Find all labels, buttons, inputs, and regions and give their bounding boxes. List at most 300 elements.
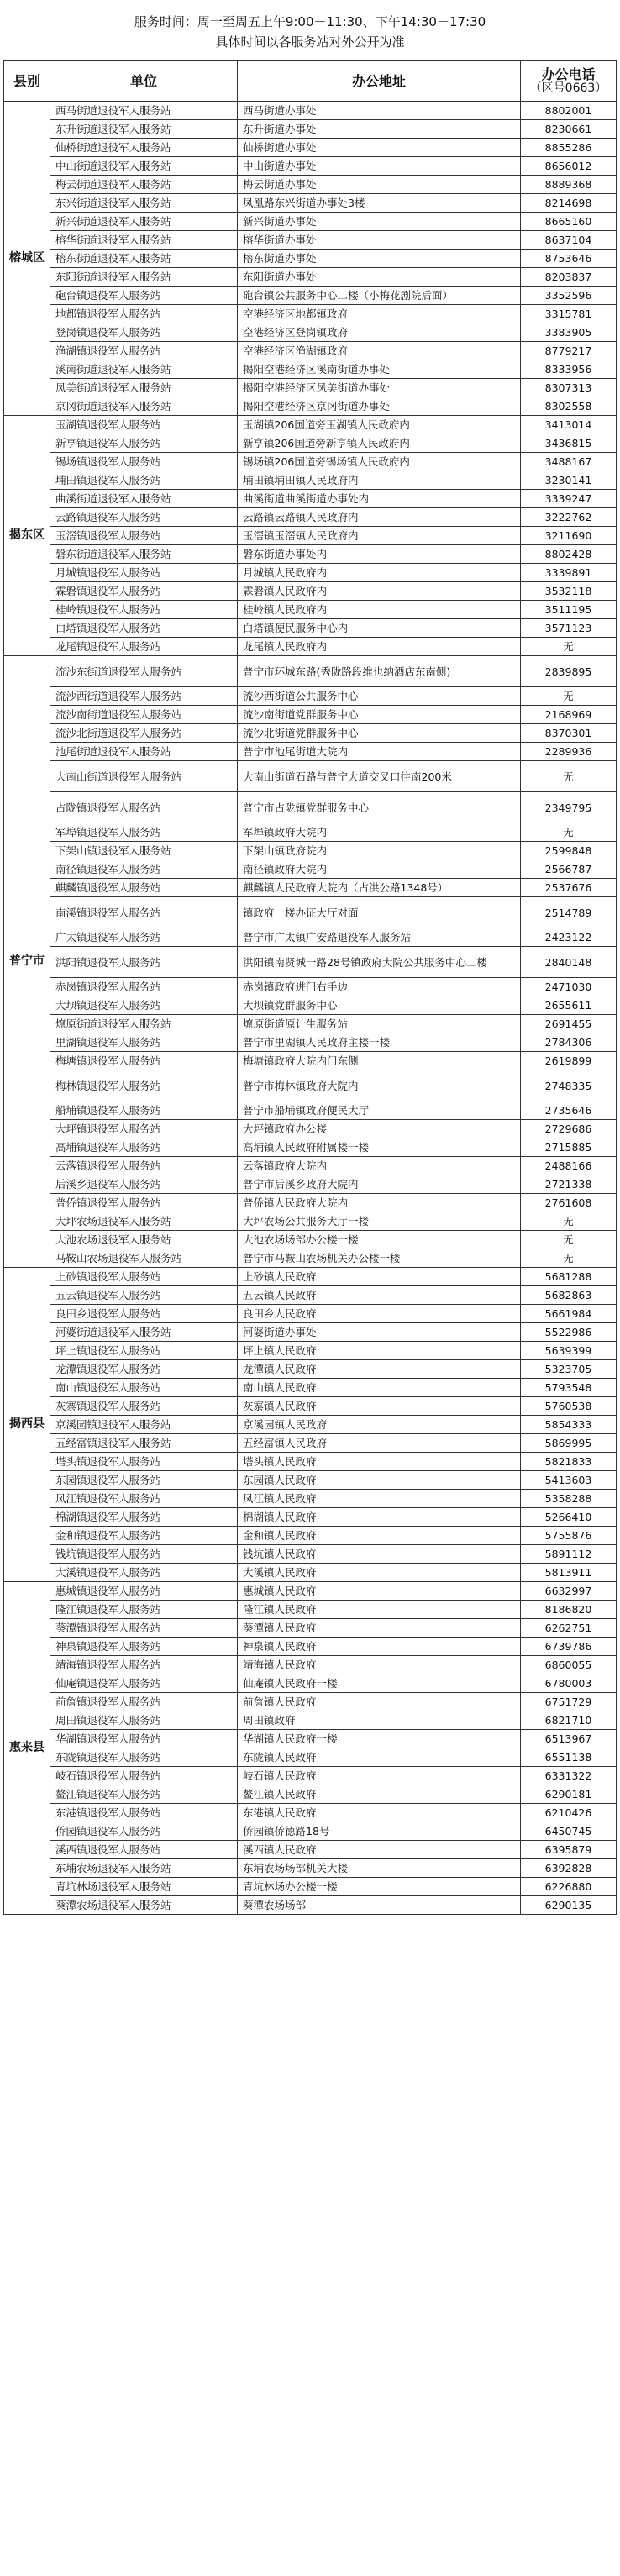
table-row [4,194,617,213]
phone-cell: 8637104 [521,231,617,250]
table-row [4,1138,617,1157]
table-row [4,1070,617,1101]
table-row [4,1416,617,1434]
unit-cell: 侨园镇退役军人服务站 [50,1822,238,1841]
unit-cell: 东兴街道退役军人服务站 [50,194,238,213]
table-row [4,1471,617,1490]
table-row [4,287,617,305]
phone-cell: 5681288 [521,1268,617,1286]
address-cell: 揭阳空港经济区凤美街道办事处 [238,379,521,397]
address-cell: 云路镇云路镇人民政府内 [238,508,521,527]
unit-cell: 五经富镇退役军人服务站 [50,1434,238,1453]
address-cell: 高埔镇人民政府附属楼一楼 [238,1138,521,1157]
address-cell: 普宁市占陇镇党群服务中心 [238,792,521,823]
table-row [4,1638,617,1656]
table-row [4,996,617,1015]
table-row [4,176,617,194]
address-cell: 新亨镇206国道旁新亨镇人民政府内 [238,434,521,453]
unit-cell: 广太镇退役军人服务站 [50,928,238,947]
phone-cell: 6751729 [521,1693,617,1711]
phone-cell: 8230661 [521,120,617,139]
phone-cell: 8186820 [521,1601,617,1619]
table-row [4,1015,617,1033]
unit-cell: 锡场镇退役军人服务站 [50,453,238,471]
address-cell: 流沙北街道党群服务中心 [238,724,521,743]
phone-cell: 6513967 [521,1730,617,1748]
phone-cell: 2691455 [521,1015,617,1033]
address-cell: 下架山镇政府院内 [238,842,521,860]
phone-cell: 5323705 [521,1360,617,1379]
unit-cell: 流沙北街道退役军人服务站 [50,724,238,743]
unit-cell: 东港镇退役军人服务站 [50,1804,238,1822]
address-cell: 凤凰路东兴街道办事处3楼 [238,194,521,213]
service-station-table [3,60,617,1915]
county-cell: 榕城区 [4,102,50,416]
address-cell: 龙尾镇人民政府内 [238,638,521,656]
address-cell: 灰寨镇人民政府 [238,1397,521,1416]
address-cell: 白塔镇便民服务中心内 [238,619,521,638]
unit-cell: 梅云街道退役军人服务站 [50,176,238,194]
table-row [4,1397,617,1416]
unit-cell: 玉湖镇退役军人服务站 [50,416,238,434]
unit-cell: 占陇镇退役军人服务站 [50,792,238,823]
table-row [4,1212,617,1231]
unit-cell: 东埔农场退役军人服务站 [50,1859,238,1878]
unit-cell: 大坪农场退役军人服务站 [50,1212,238,1231]
header-phone-label: 办公电话 [541,66,596,82]
unit-cell: 船埔镇退役军人服务站 [50,1101,238,1120]
table-row [4,1286,617,1305]
phone-cell: 3339247 [521,490,617,508]
phone-cell: 8665160 [521,213,617,231]
unit-cell: 高埔镇退役军人服务站 [50,1138,238,1157]
table-row [4,724,617,743]
address-cell: 南山镇人民政府 [238,1379,521,1397]
phone-cell: 5413603 [521,1471,617,1490]
unit-cell: 曲溪街道退役军人服务站 [50,490,238,508]
table-row [4,397,617,416]
unit-cell: 塔头镇退役军人服务站 [50,1453,238,1471]
phone-cell: 2729686 [521,1120,617,1138]
phone-cell: 2599848 [521,842,617,860]
address-cell: 流沙西街道公共服务中心 [238,687,521,706]
table-row [4,120,617,139]
header-phone [521,61,617,102]
unit-cell: 军埠镇退役军人服务站 [50,823,238,842]
table-row [4,706,617,724]
header-unit: 单位 [50,61,238,102]
unit-cell: 龙潭镇退役军人服务站 [50,1360,238,1379]
address-cell: 大坪农场公共服务大厅一楼 [238,1212,521,1231]
county-cell: 揭东区 [4,416,50,656]
header-phone-area-code: （区号0663） [529,81,607,95]
phone-cell: 2761608 [521,1194,617,1212]
table-row [4,1305,617,1323]
table-row [4,792,617,823]
phone-cell: 2735646 [521,1101,617,1120]
phone-cell: 6210426 [521,1804,617,1822]
phone-cell: 5358288 [521,1490,617,1508]
unit-cell: 大南山街道退役军人服务站 [50,761,238,792]
table-row [4,1545,617,1564]
phone-cell: 无 [521,1231,617,1249]
unit-cell: 后溪乡退役军人服务站 [50,1175,238,1194]
table-row [4,360,617,379]
address-cell: 玉湖镇206国道旁玉湖镇人民政府内 [238,416,521,434]
address-cell: 京溪园镇人民政府 [238,1416,521,1434]
phone-cell: 8307313 [521,379,617,397]
table-row [4,1268,617,1286]
table-row [4,1656,617,1674]
phone-cell: 2748335 [521,1070,617,1101]
address-cell: 流沙南街道党群服务中心 [238,706,521,724]
address-cell: 霖磐镇人民政府内 [238,582,521,601]
address-cell: 月城镇人民政府内 [238,564,521,582]
phone-cell: 6821710 [521,1711,617,1730]
address-cell: 龙潭镇人民政府 [238,1360,521,1379]
table-row [4,761,617,792]
table-row [4,1785,617,1804]
unit-cell: 大坝镇退役军人服务站 [50,996,238,1015]
address-cell: 普宁市船埔镇政府便民大厅 [238,1101,521,1120]
address-cell: 空港经济区地都镇政府 [238,305,521,323]
address-cell: 金和镇人民政府 [238,1527,521,1545]
address-cell: 仙桥街道办事处 [238,139,521,157]
unit-cell: 钱坑镇退役军人服务站 [50,1545,238,1564]
table-row [4,1231,617,1249]
address-cell: 东陇镇人民政府 [238,1748,521,1767]
phone-cell: 5266410 [521,1508,617,1527]
address-cell: 空港经济区登岗镇政府 [238,323,521,342]
unit-cell: 五云镇退役军人服务站 [50,1286,238,1305]
phone-cell: 8214698 [521,194,617,213]
unit-cell: 凤美街道退役军人服务站 [50,379,238,397]
phone-cell: 6780003 [521,1674,617,1693]
phone-cell: 6632997 [521,1582,617,1601]
table-row [4,947,617,978]
unit-cell: 梅林镇退役军人服务站 [50,1070,238,1101]
table-row [4,231,617,250]
phone-cell: 2423122 [521,928,617,947]
header-address: 办公地址 [238,61,521,102]
address-cell: 靖海镇人民政府 [238,1656,521,1674]
table-row [4,1711,617,1730]
address-cell: 河婆街道办事处 [238,1323,521,1342]
table-row [4,416,617,434]
phone-cell: 2840148 [521,947,617,978]
phone-cell: 2655611 [521,996,617,1015]
phone-cell: 6290135 [521,1896,617,1915]
unit-cell: 云落镇退役军人服务站 [50,1157,238,1175]
table-row [4,1453,617,1471]
table-row [4,1748,617,1767]
table-row [4,1194,617,1212]
address-cell: 梅云街道办事处 [238,176,521,194]
unit-cell: 京冈街道退役军人服务站 [50,397,238,416]
phone-cell: 5522986 [521,1323,617,1342]
address-cell: 东港镇人民政府 [238,1804,521,1822]
table-row [4,1841,617,1859]
address-cell: 周田镇政府 [238,1711,521,1730]
county-cell: 普宁市 [4,656,50,1268]
unit-cell: 凤江镇退役军人服务站 [50,1490,238,1508]
unit-cell: 燎原街道退役军人服务站 [50,1015,238,1033]
phone-cell: 6262751 [521,1619,617,1638]
table-row [4,157,617,176]
unit-cell: 桂岭镇退役军人服务站 [50,601,238,619]
phone-cell: 8302558 [521,397,617,416]
address-cell: 大坝镇党群服务中心 [238,996,521,1015]
phone-cell: 5639399 [521,1342,617,1360]
unit-cell: 南山镇退役军人服务站 [50,1379,238,1397]
unit-cell: 华湖镇退役军人服务站 [50,1730,238,1748]
table-row [4,1157,617,1175]
address-cell: 良田乡人民政府 [238,1305,521,1323]
table-row [4,619,617,638]
table-row [4,1175,617,1194]
table-row [4,1360,617,1379]
phone-cell: 6551138 [521,1748,617,1767]
unit-cell: 大池农场退役军人服务站 [50,1231,238,1249]
table-row [4,1527,617,1545]
address-cell: 空港经济区渔湖镇政府 [238,342,521,360]
unit-cell: 东升街道退役军人服务站 [50,120,238,139]
address-cell: 华湖镇人民政府一楼 [238,1730,521,1748]
unit-cell: 白塔镇退役军人服务站 [50,619,238,638]
unit-cell: 棉湖镇退役军人服务站 [50,1508,238,1527]
address-cell: 大池农场场部办公楼一楼 [238,1231,521,1249]
address-cell: 洪阳镇南贤城一路28号镇政府大院公共服务中心二楼 [238,947,521,978]
address-cell: 棉湖镇人民政府 [238,1508,521,1527]
phone-cell: 5821833 [521,1453,617,1471]
address-cell: 普侨镇人民政府大院内 [238,1194,521,1212]
address-cell: 埔田镇埔田镇人民政府内 [238,471,521,490]
address-cell: 岐石镇人民政府 [238,1767,521,1785]
unit-cell: 流沙东街道退役军人服务站 [50,656,238,687]
table-row [4,471,617,490]
service-hours-note: 具体时间以各服务站对外公开为准 [215,34,405,50]
service-hours-text: 服务时间：周一至周五上午9:00－11:30、下午14:30－17:30 [134,14,486,29]
unit-cell: 灰寨镇退役军人服务站 [50,1397,238,1416]
table-row [4,1490,617,1508]
address-cell: 上砂镇人民政府 [238,1268,521,1286]
table-row [4,323,617,342]
table-row [4,601,617,619]
address-cell: 西马街道办事处 [238,102,521,120]
phone-cell: 5869995 [521,1434,617,1453]
phone-cell: 无 [521,687,617,706]
unit-cell: 溪南街道退役军人服务站 [50,360,238,379]
phone-cell: 无 [521,638,617,656]
table-row [4,1859,617,1878]
phone-cell: 6395879 [521,1841,617,1859]
unit-cell: 流沙南街道退役军人服务站 [50,706,238,724]
table-row [4,379,617,397]
address-cell: 大南山街道石路与普宁大道交叉口往南200米 [238,761,521,792]
unit-cell: 云路镇退役军人服务站 [50,508,238,527]
address-cell: 普宁市广太镇广安路退役军人服务站 [238,928,521,947]
unit-cell: 前詹镇退役军人服务站 [50,1693,238,1711]
phone-cell: 3571123 [521,619,617,638]
phone-cell: 无 [521,1212,617,1231]
unit-cell: 下架山镇退役军人服务站 [50,842,238,860]
unit-cell: 葵潭农场退役军人服务站 [50,1896,238,1915]
table-row [4,1601,617,1619]
unit-cell: 溪西镇退役军人服务站 [50,1841,238,1859]
table-row [4,1730,617,1748]
address-cell: 溪西镇人民政府 [238,1841,521,1859]
unit-cell: 里湖镇退役军人服务站 [50,1033,238,1052]
unit-cell: 西马街道退役军人服务站 [50,102,238,120]
address-cell: 东园镇人民政府 [238,1471,521,1490]
address-cell: 塔头镇人民政府 [238,1453,521,1471]
address-cell: 坪上镇人民政府 [238,1342,521,1360]
address-cell: 砲台镇公共服务中心二楼（小梅花剧院后面） [238,287,521,305]
address-cell: 葵潭镇人民政府 [238,1619,521,1638]
unit-cell: 东陇镇退役军人服务站 [50,1748,238,1767]
phone-cell: 5682863 [521,1286,617,1305]
table-body [4,102,617,1915]
table-row [4,1896,617,1915]
phone-cell: 8779217 [521,342,617,360]
unit-cell: 霖磐镇退役军人服务站 [50,582,238,601]
phone-cell: 8656012 [521,157,617,176]
address-cell: 青坑林场办公楼一楼 [238,1878,521,1896]
address-cell: 普宁市梅林镇政府大院内 [238,1070,521,1101]
phone-cell: 6226880 [521,1878,617,1896]
address-cell: 云落镇政府大院内 [238,1157,521,1175]
address-cell: 锡场镇206国道旁锡场镇人民政府内 [238,453,521,471]
phone-cell: 5813911 [521,1564,617,1582]
phone-cell: 8802001 [521,102,617,120]
unit-cell: 岐石镇退役军人服务站 [50,1767,238,1785]
table-row [4,1804,617,1822]
table-row [4,638,617,656]
address-cell: 榕华街道办事处 [238,231,521,250]
address-cell: 大溪镇人民政府 [238,1564,521,1582]
table-row [4,1101,617,1120]
phone-cell: 8889368 [521,176,617,194]
phone-cell: 3339891 [521,564,617,582]
unit-cell: 大溪镇退役军人服务站 [50,1564,238,1582]
table-row [4,879,617,897]
table-row [4,453,617,471]
table-row [4,545,617,564]
table-row [4,1822,617,1841]
unit-cell: 流沙西街道退役军人服务站 [50,687,238,706]
county-cell: 惠来县 [4,1582,50,1915]
unit-cell: 隆江镇退役军人服务站 [50,1601,238,1619]
table-row [4,1619,617,1638]
phone-cell: 2839895 [521,656,617,687]
phone-cell: 3413014 [521,416,617,434]
unit-cell: 惠城镇退役军人服务站 [50,1582,238,1601]
phone-cell: 8370301 [521,724,617,743]
unit-cell: 仙庵镇退役军人服务站 [50,1674,238,1693]
address-cell: 燎原街道原计生服务站 [238,1015,521,1033]
table-row [4,582,617,601]
address-cell: 普宁市后溪乡政府大院内 [238,1175,521,1194]
address-cell: 神泉镇人民政府 [238,1638,521,1656]
phone-cell: 3211690 [521,527,617,545]
unit-cell: 梅塘镇退役军人服务站 [50,1052,238,1070]
unit-cell: 地都镇退役军人服务站 [50,305,238,323]
unit-cell: 龙尾镇退役军人服务站 [50,638,238,656]
phone-cell: 2619899 [521,1052,617,1070]
address-cell: 鳌江镇人民政府 [238,1785,521,1804]
address-cell: 麒麟镇人民政府大院内（占洪公路1348号） [238,879,521,897]
phone-cell: 3222762 [521,508,617,527]
phone-cell: 2784306 [521,1033,617,1052]
unit-cell: 普侨镇退役军人服务站 [50,1194,238,1212]
phone-cell: 2514789 [521,897,617,928]
unit-cell: 埔田镇退役军人服务站 [50,471,238,490]
phone-cell: 8753646 [521,250,617,268]
table-row [4,656,617,687]
table-row [4,342,617,360]
unit-cell: 南溪镇退役军人服务站 [50,897,238,928]
phone-cell: 2715885 [521,1138,617,1157]
phone-cell: 8802428 [521,545,617,564]
address-cell: 曲溪街道曲溪街道办事处内 [238,490,521,508]
address-cell: 军埠镇政府大院内 [238,823,521,842]
table-row [4,139,617,157]
unit-cell: 登岗镇退役军人服务站 [50,323,238,342]
table-row [4,508,617,527]
address-cell: 仙庵镇人民政府一楼 [238,1674,521,1693]
table-row [4,1052,617,1070]
unit-cell: 榕东街道退役军人服务站 [50,250,238,268]
address-cell: 揭阳空港经济区京冈街道办事处 [238,397,521,416]
table-row [4,823,617,842]
phone-cell: 3436815 [521,434,617,453]
address-cell: 东升街道办事处 [238,120,521,139]
table-row [4,928,617,947]
address-cell: 桂岭镇人民政府内 [238,601,521,619]
address-cell: 大坪镇政府办公楼 [238,1120,521,1138]
phone-cell: 5760538 [521,1397,617,1416]
header-county: 县别 [4,61,50,102]
address-cell: 磐东街道办事处内 [238,545,521,564]
phone-cell: 3383905 [521,323,617,342]
unit-cell: 池尾街道退役军人服务站 [50,743,238,761]
table-row [4,305,617,323]
address-cell: 南径镇政府大院内 [238,860,521,879]
phone-cell: 8333956 [521,360,617,379]
address-cell: 普宁市环城东路(秀陇路段维也纳酒店东南侧) [238,656,521,687]
phone-cell: 3352596 [521,287,617,305]
table-row [4,743,617,761]
table-row [4,1323,617,1342]
unit-cell: 河婆街道退役军人服务站 [50,1323,238,1342]
table-row [4,1582,617,1601]
county-cell: 揭西县 [4,1268,50,1582]
phone-cell: 3315781 [521,305,617,323]
address-cell: 东阳街道办事处 [238,268,521,287]
address-cell: 普宁市马鞍山农场机关办公楼一楼 [238,1249,521,1268]
address-cell: 镇政府一楼办证大厅对面 [238,897,521,928]
table-row [4,1564,617,1582]
phone-cell: 6392828 [521,1859,617,1878]
phone-cell: 3511195 [521,601,617,619]
address-cell: 五云镇人民政府 [238,1286,521,1305]
unit-cell: 渔湖镇退役军人服务站 [50,342,238,360]
table-row [4,1878,617,1896]
table-row [4,687,617,706]
phone-cell: 无 [521,823,617,842]
unit-cell: 新兴街道退役军人服务站 [50,213,238,231]
unit-cell: 葵潭镇退役军人服务站 [50,1619,238,1638]
